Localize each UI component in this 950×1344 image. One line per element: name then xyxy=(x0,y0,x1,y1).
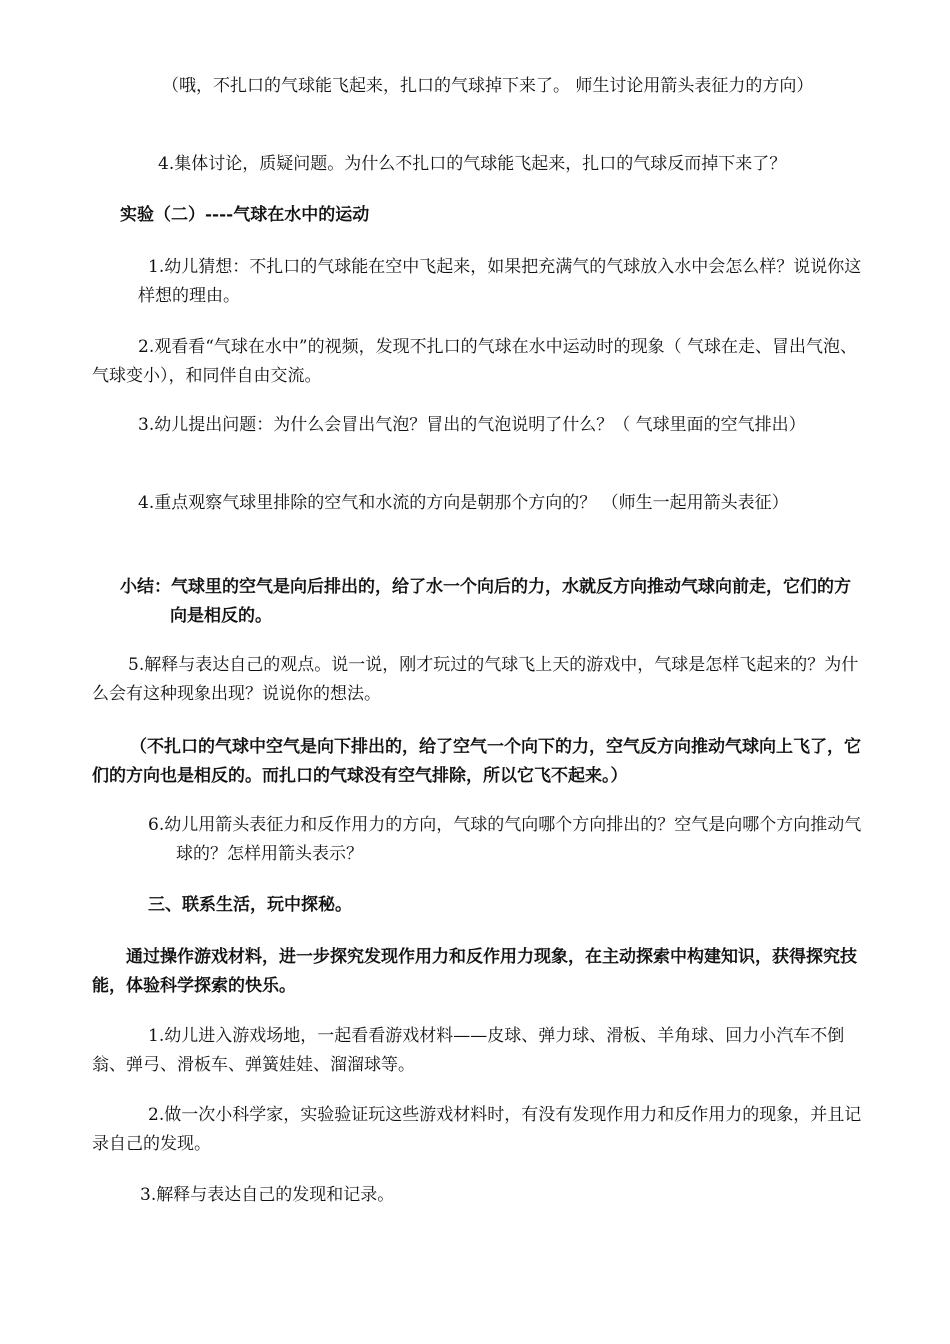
paragraph-discussion-note: （哦，不扎口的气球能飞起来，扎口的气球掉下来了。 师生讨论用箭头表征力的方向） xyxy=(162,76,814,96)
paragraph-step-4-observe: 4.重点观察气球里排除的空气和水流的方向是朝那个方向的？ （师生一起用箭头表征） xyxy=(138,493,789,513)
paragraph-step-1-guess: 1.幼儿猜想：不扎口的气球能在空中飞起来，如果把充满气的气球放入水中会怎么样？说说你这样想的理由。 xyxy=(138,257,862,306)
paragraph-step-6-arrows: 6.幼儿用箭头表征力和反作用力的方向，气球的气向哪个方向排出的？空气是向哪个方向推动气球的？怎样用箭头表示？ xyxy=(148,815,862,864)
paragraph-step-4-collective-discussion: 4.集体讨论，质疑问题。为什么不扎口的气球能飞起来，扎口的气球反而掉下来了？ xyxy=(158,154,787,174)
section-heading-experiment-2: 实验（二）----气球在水中的运动 xyxy=(120,205,370,225)
paragraph-part-3-step-1: 1.幼儿进入游戏场地，一起看看游戏材料——皮球、弹力球、滑板、羊角球、回力小汽车不倒翁、弹弓、滑板车、弹簧娃娃、溜溜球等。 xyxy=(92,1026,845,1075)
paragraph-part-3-step-2: 2.做一次小科学家，实验验证玩这些游戏材料时，有没有发现作用力和反作用力的现象，并且记录自己的发现。 xyxy=(92,1105,862,1154)
paragraph-part-3-intro: 通过操作游戏材料，进一步探究发现作用力和反作用力现象，在主动探索中构建知识，获得探究技能，体验科学探索的快乐。 xyxy=(92,947,857,996)
paragraph-step-3-ask-questions: 3.幼儿提出问题：为什么会冒出气泡？冒出的气泡说明了什么？（ 气球里面的空气排出） xyxy=(138,415,806,435)
paragraph-step-5-explain: 5.解释与表达自己的观点。说一说，刚才玩过的气球飞上天的游戏中，气球是怎样飞起来的？为什么会有这种现象出现？说说你的想法。 xyxy=(92,655,859,704)
section-heading-part-3: 三、联系生活，玩中探秘。 xyxy=(148,895,352,915)
summary-paragraph: 小结：气球里的空气是向后排出的，给了水一个向后的力，水就反方向推动气球向前走，它们的方向是相反的。 xyxy=(120,577,851,626)
paragraph-step-2-watch-video: 2.观看看“气球在水中”的视频，发现不扎口的气球在水中运动时的现象（ 气球在走、冒出气泡、气球变小），和同伴自由交流。 xyxy=(92,337,858,386)
paragraph-part-3-step-3: 3.解释与表达自己的发现和记录。 xyxy=(140,1185,395,1205)
paragraph-explanation-bold: （不扎口的气球中空气是向下排出的，给了空气一个向下的力，空气反方向推动气球向上飞了，它们的方向也是相反的。而扎口的气球没有空气排除，所以它飞不起来。） xyxy=(92,737,861,786)
